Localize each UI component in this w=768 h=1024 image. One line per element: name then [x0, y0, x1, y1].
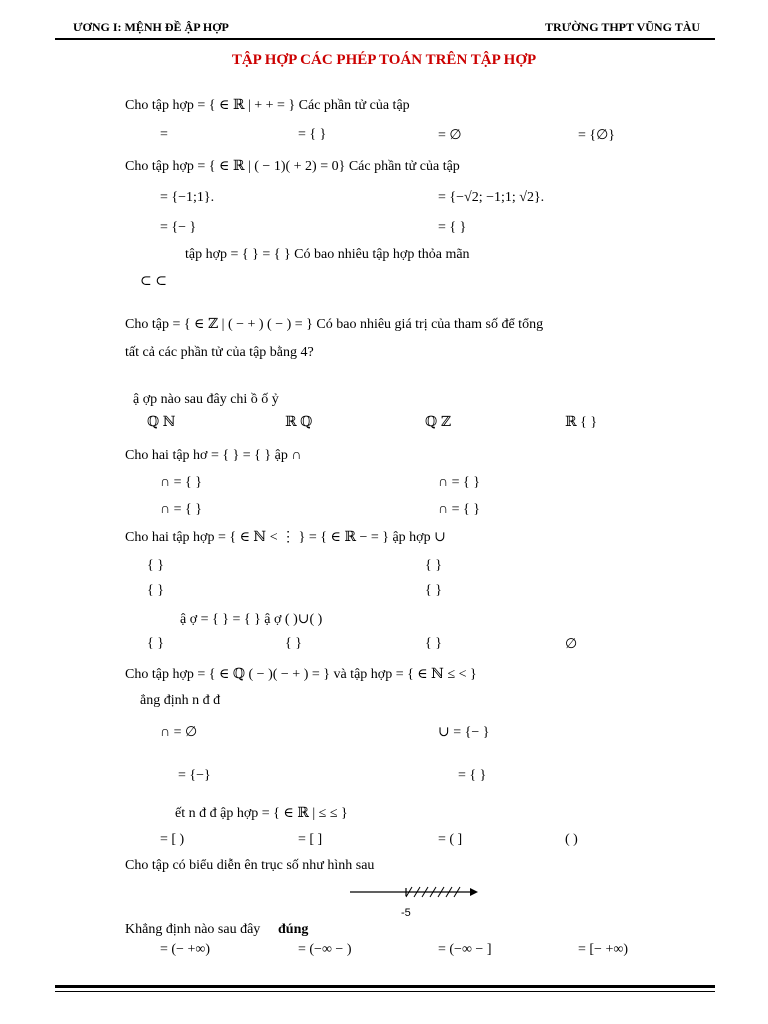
text-line: ậ ợp nào sau đây chi ồ ố ỷ [133, 392, 279, 407]
text-line: = [ ] [298, 832, 323, 847]
text-line: Cho hai tập hợp = { ∈ ℕ < ⋮ } = { ∈ ℝ − = } ập hợp ∪ [125, 530, 446, 545]
text-line: { } [425, 558, 442, 573]
text-line: Khẳng định nào sau đây [125, 922, 261, 937]
header-right: TRƯỜNG THPT VŨNG TÀU [545, 20, 701, 34]
text-line: { } [147, 558, 164, 573]
text-line: ết n đ đ ập hợp = { ∈ ℝ | ≤ ≤ } [175, 806, 348, 821]
text-line: ℝ { } [565, 415, 598, 430]
bold-answer-word: đúng [278, 922, 309, 937]
text-line: = {∅} [578, 128, 616, 143]
text-line: = { } [438, 220, 467, 235]
text-line: = {−} [178, 768, 211, 783]
text-line: Cho tập hợp = { ∈ ℚ ( − )( − + ) = } và tập hợp = { ∈ ℕ ≤ < } [125, 667, 477, 682]
text-line: Cho tập = { ∈ ℤ | ( − + ) ( − ) = } Có bao nhiêu giá trị của tham số để tổng [125, 317, 544, 332]
header-rule [55, 38, 715, 40]
text-line: { } [425, 636, 442, 651]
text-line: ∩ = { } [160, 475, 202, 490]
text-line: { } [285, 636, 302, 651]
text-line: Cho hai tập hơ = { } = { } ập ∩ [125, 448, 302, 463]
text-line: { } [425, 583, 442, 598]
text-line: ∩ = { } [438, 475, 480, 490]
arrowhead-icon [470, 888, 478, 896]
text-line: ∪ = {− } [438, 725, 490, 740]
text-line: Cho tập có biểu diễn ên trục số như hình sau [125, 858, 375, 873]
text-line: ℚ ℤ [425, 415, 451, 430]
text-line: = (− +∞) [160, 942, 210, 957]
text-line: = (−∞ − ] [438, 942, 492, 957]
footer-rule-bottom [55, 991, 715, 992]
text-line: ∩ = { } [438, 502, 480, 517]
text-line: = [ ) [160, 832, 185, 847]
text-line: ∩ = ∅ [160, 725, 198, 740]
page-title: TẬP HỢP CÁC PHÉP TOÁN TRÊN TẬP HỢP [231, 52, 537, 68]
footer-rule-top [55, 985, 715, 988]
text-line: ℚ ℕ [147, 415, 176, 430]
text-line: = ∅ [438, 128, 462, 143]
text-line: = {−1;1}. [160, 190, 215, 205]
text-line: = {−√2; −1;1; √2}. [438, 190, 545, 205]
text-line: ậ ợ = { } = { } ậ ợ ( )∪( ) [180, 612, 323, 627]
text-line: = { } [458, 768, 487, 783]
text-line: ⊂ ⊂ [140, 274, 167, 289]
text-line: = [160, 127, 168, 142]
header-left: ƯƠNG I: MỆNH ĐỀ ẬP HỢP [73, 20, 229, 34]
text-line: Cho tập hợp = { ∈ ℝ | + + = } Các phần tử của tập [125, 98, 410, 113]
text-line: = {− } [160, 220, 197, 235]
text-line: ( ) [565, 832, 578, 847]
text-line: = ( ] [438, 832, 463, 847]
text-line: ẳng định n đ đ [140, 693, 221, 708]
number-line-label: -5 [401, 907, 411, 919]
text-line: tập hợp = { } = { } Có bao nhiêu tập hợp thỏa mãn [185, 247, 470, 262]
text-line: = (−∞ − ) [298, 942, 352, 957]
text-line: tất cả các phần tử của tập bằng 4? [125, 345, 314, 360]
text-line: ∅ [565, 637, 578, 652]
text-line: = [− +∞) [578, 942, 628, 957]
text-line: ℝ ℚ [285, 415, 313, 430]
text-line: Cho tập hợp = { ∈ ℝ | ( − 1)( + 2) = 0} Các phần tử của tập [125, 159, 460, 174]
text-line: ∩ = { } [160, 502, 202, 517]
text-line: = { } [298, 127, 327, 142]
text-line: { } [147, 636, 164, 651]
number-line-figure [350, 880, 480, 920]
text-line: { } [147, 583, 164, 598]
